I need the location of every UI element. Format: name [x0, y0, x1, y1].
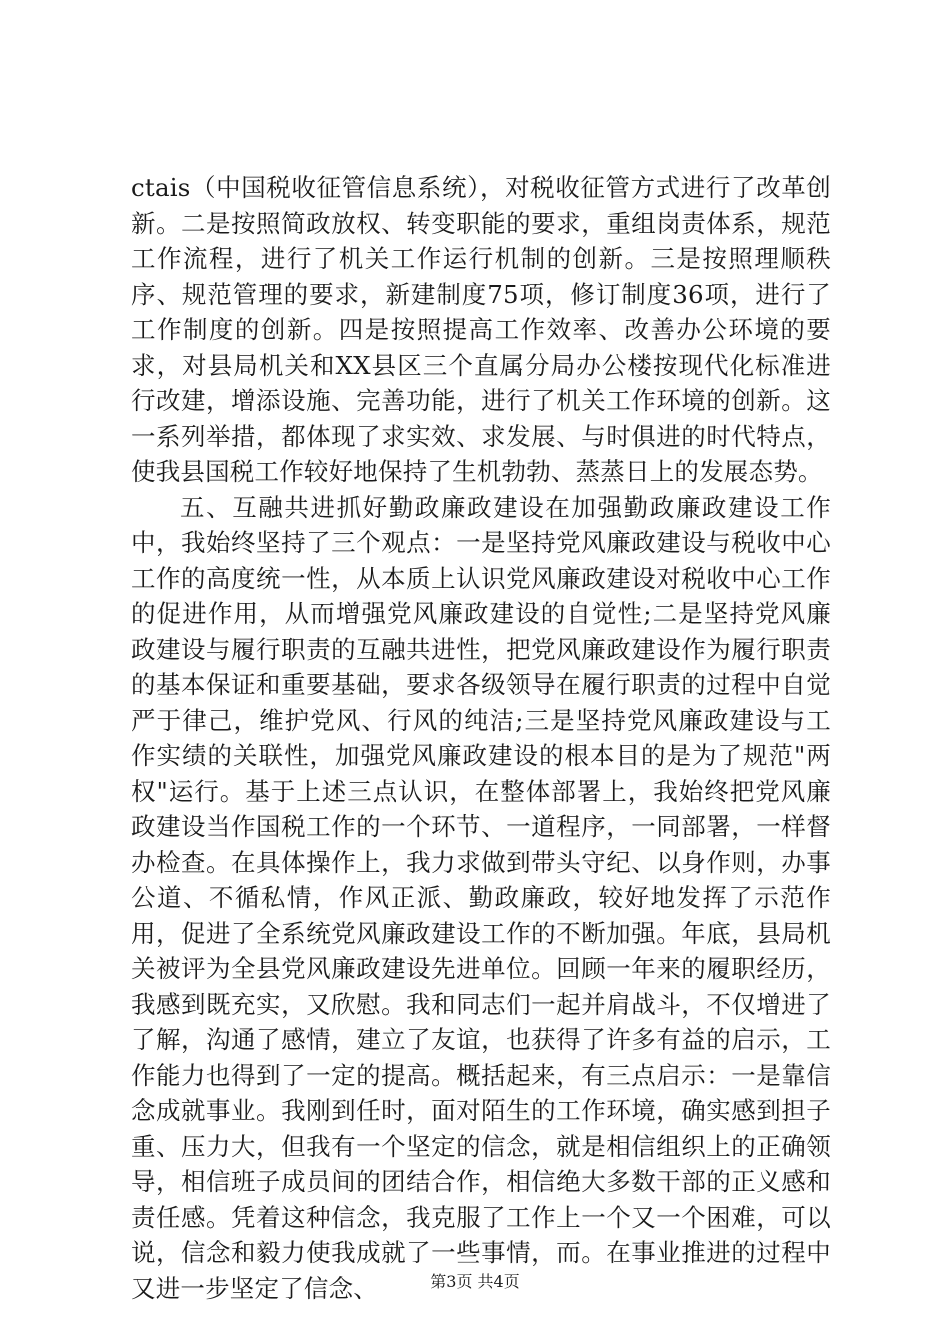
page-number-label: 第3页 共4页	[430, 1272, 520, 1291]
paragraph-continuation: ctais（中国税收征管信息系统），对税收征管方式进行了改革创新。二是按照简政放权、转变职能的要求，重组岗责体系，规范工作流程，进行了机关工作运行机制的创新。三是按照理顺秩序、规范管理的要求，新建制度75项，修订制度36项，进行了工作制度的创新。四是按照提高工作效率、改善办公环境的要求，对县局机关和XX县区三个直属分局办公楼按现代化标准进行改建，增添设施、完善功能，进行了机关工作环境的创新。这一系列举措，都体现了求实效、求发展、与时俱进的时代特点，使我县国税工作较好地保持了生机勃勃、蒸蒸日上的发展态势。	[131, 173, 831, 486]
page-footer	[0, 1272, 950, 1292]
document-body	[131, 170, 831, 1306]
paragraph-section-five: 五、互融共进抓好勤政廉政建设在加强勤政廉政建设工作中，我始终坚持了三个观点：一是坚持党风廉政建设与税收中心工作的高度统一性，从本质上认识党风廉政建设对税收中心工作的促进作用，从而增强党风廉政建设的自觉性;二是坚持党风廉政建设与履行职责的互融共进性，把党风廉政建设作为履行职责的基本保证和重要基础，要求各级领导在履行职责的过程中自觉严于律己，维护党风、行风的纯洁;三是坚持党风廉政建设与工作实绩的关联性，加强党风廉政建设的根本目的是为了规范"两权"运行。基于上述三点认识，在整体部署上，我始终把党风廉政建设当作国税工作的一个环节、一道程序，一同部署，一样督办检查。在具体操作上，我力求做到带头守纪、以身作则，办事公道、不循私情，作风正派、勤政廉政，较好地发挥了示范作用，促进了全系统党风廉政建设工作的不断加强。年底，县局机关被评为全县党风廉政建设先进单位。回顾一年来的履职经历，我感到既充实，又欣慰。我和同志们一起并肩战斗，不仅增进了了解，沟通了感情，建立了友谊，也获得了许多有益的启示，工作能力也得到了一定的提高。概括起来，有三点启示：一是靠信念成就事业。我刚到任时，面对陌生的工作环境，确实感到担子重、压力大，但我有一个坚定的信念，就是相信组织上的正确领导，相信班子成员间的团结合作，相信绝大多数干部的正义感和责任感。凭着这种信念，我克服了工作上一个又一个困难，可以说，信念和毅力使我成就了一些事情，而。在事业推进的过程中又进一步坚定了信念、	[131, 492, 831, 1303]
